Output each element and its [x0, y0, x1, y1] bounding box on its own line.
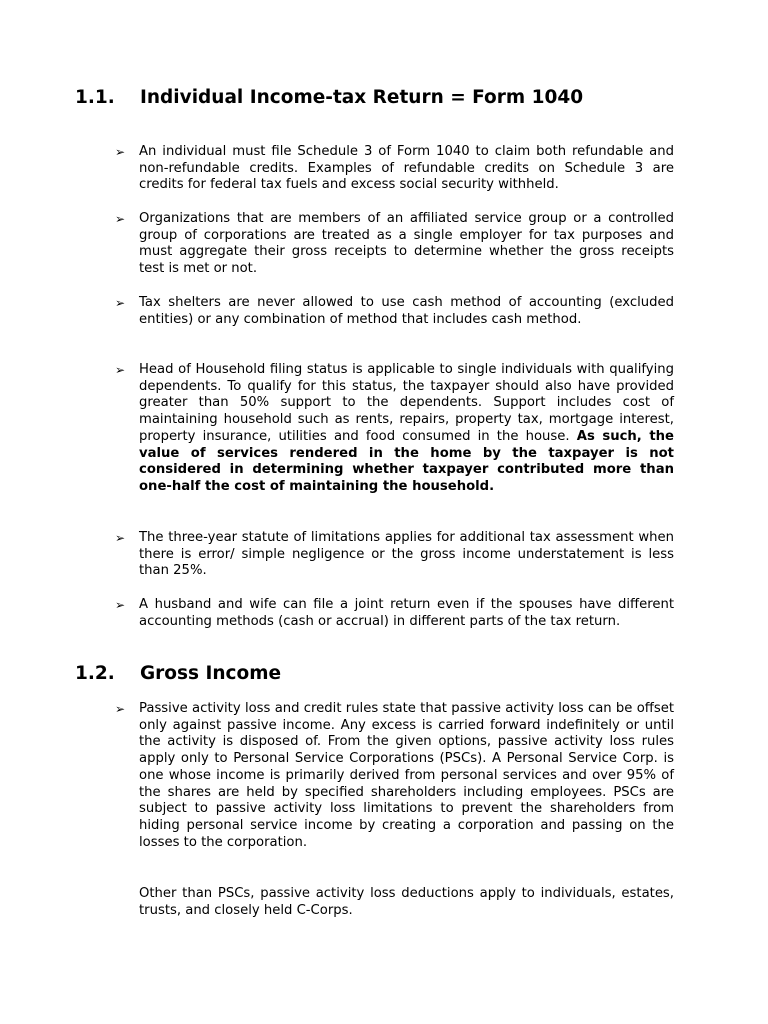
section-number: 1.1.	[75, 87, 115, 108]
arrow-bullet-icon: ➢	[115, 296, 126, 310]
paragraph: Other than PSCs, passive activity loss deductions apply to individuals, estates, trusts, and closely held C-Corps.	[139, 886, 674, 918]
list-item	[115, 701, 674, 851]
list-item	[115, 362, 674, 496]
section-heading-1-1	[75, 87, 583, 109]
arrow-bullet-icon: ➢	[115, 702, 126, 716]
list-item-bold-text: As such, the value of services rendered in the home by the taxpayer is not considered in determining whether taxpayer contributed more than one-half the cost of maintaining the household.	[139, 428, 674, 494]
list-item-text: A husband and wife can file a joint return even if the spouses have different accounting methods (cash or accrual) in different parts of the tax return.	[139, 597, 674, 629]
arrow-bullet-icon: ➢	[115, 145, 126, 159]
arrow-bullet-icon: ➢	[115, 598, 126, 612]
list-item-text	[139, 362, 674, 496]
list-item	[115, 597, 674, 630]
section-title: Individual Income-tax Return = Form 1040	[140, 87, 584, 108]
list-item-text: Organizations that are members of an affiliated service group or a controlled group of corporations are treated as a single employer for tax purposes and must aggregate their gross receipts to determine whether the gross receipts test is met or not.	[139, 211, 674, 277]
list-item	[115, 211, 674, 278]
list-item	[115, 295, 674, 328]
list-item	[115, 144, 674, 194]
arrow-bullet-icon: ➢	[115, 531, 126, 545]
list-item-text: An individual must file Schedule 3 of Form 1040 to claim both refundable and non-refundable credits. Examples of refundable credits on Schedule 3 are credits for federal tax fuels and excess social security withheld.	[139, 144, 674, 193]
section-number: 1.2.	[75, 663, 115, 684]
list-item-text: Tax shelters are never allowed to use cash method of accounting (excluded entities) or any combination of method that includes cash method.	[139, 295, 674, 327]
arrow-bullet-icon: ➢	[115, 363, 126, 377]
list-item-text: Passive activity loss and credit rules state that passive activity loss can be offset only against passive income. Any excess is carried forward indefinitely or until the activity is disposed of. From the given options, passive activity loss rules apply only to Personal Service Corporations (PSCs). A Personal Service Corp. is one whose income is primarily derived from personal services and over 95% of the shares are held by specified shareholders including employees. PSCs are subject to passive activity loss limitations to prevent the shareholders from hiding personal service income by creating a corporation and passing on the losses to the corporation.	[139, 701, 674, 850]
arrow-bullet-icon: ➢	[115, 212, 126, 226]
list-item	[115, 530, 674, 580]
list-item-text: The three-year statute of limitations applies for additional tax assessment when there is error/ simple negligence or the gross income understatement is less than 25%.	[139, 530, 674, 579]
list-item-regular-text: Head of Household filing status is applicable to single individuals with qualifying dependents. To qualify for this status, the taxpayer should also have provided greater than 50% support to the dependents. Support includes cost of maintaining household such as rents, repairs, property tax, mortgage interest, property insurance, utilities and food consumed in the house.	[139, 362, 674, 444]
section-title: Gross Income	[140, 663, 282, 684]
section-heading-1-2	[75, 663, 281, 685]
